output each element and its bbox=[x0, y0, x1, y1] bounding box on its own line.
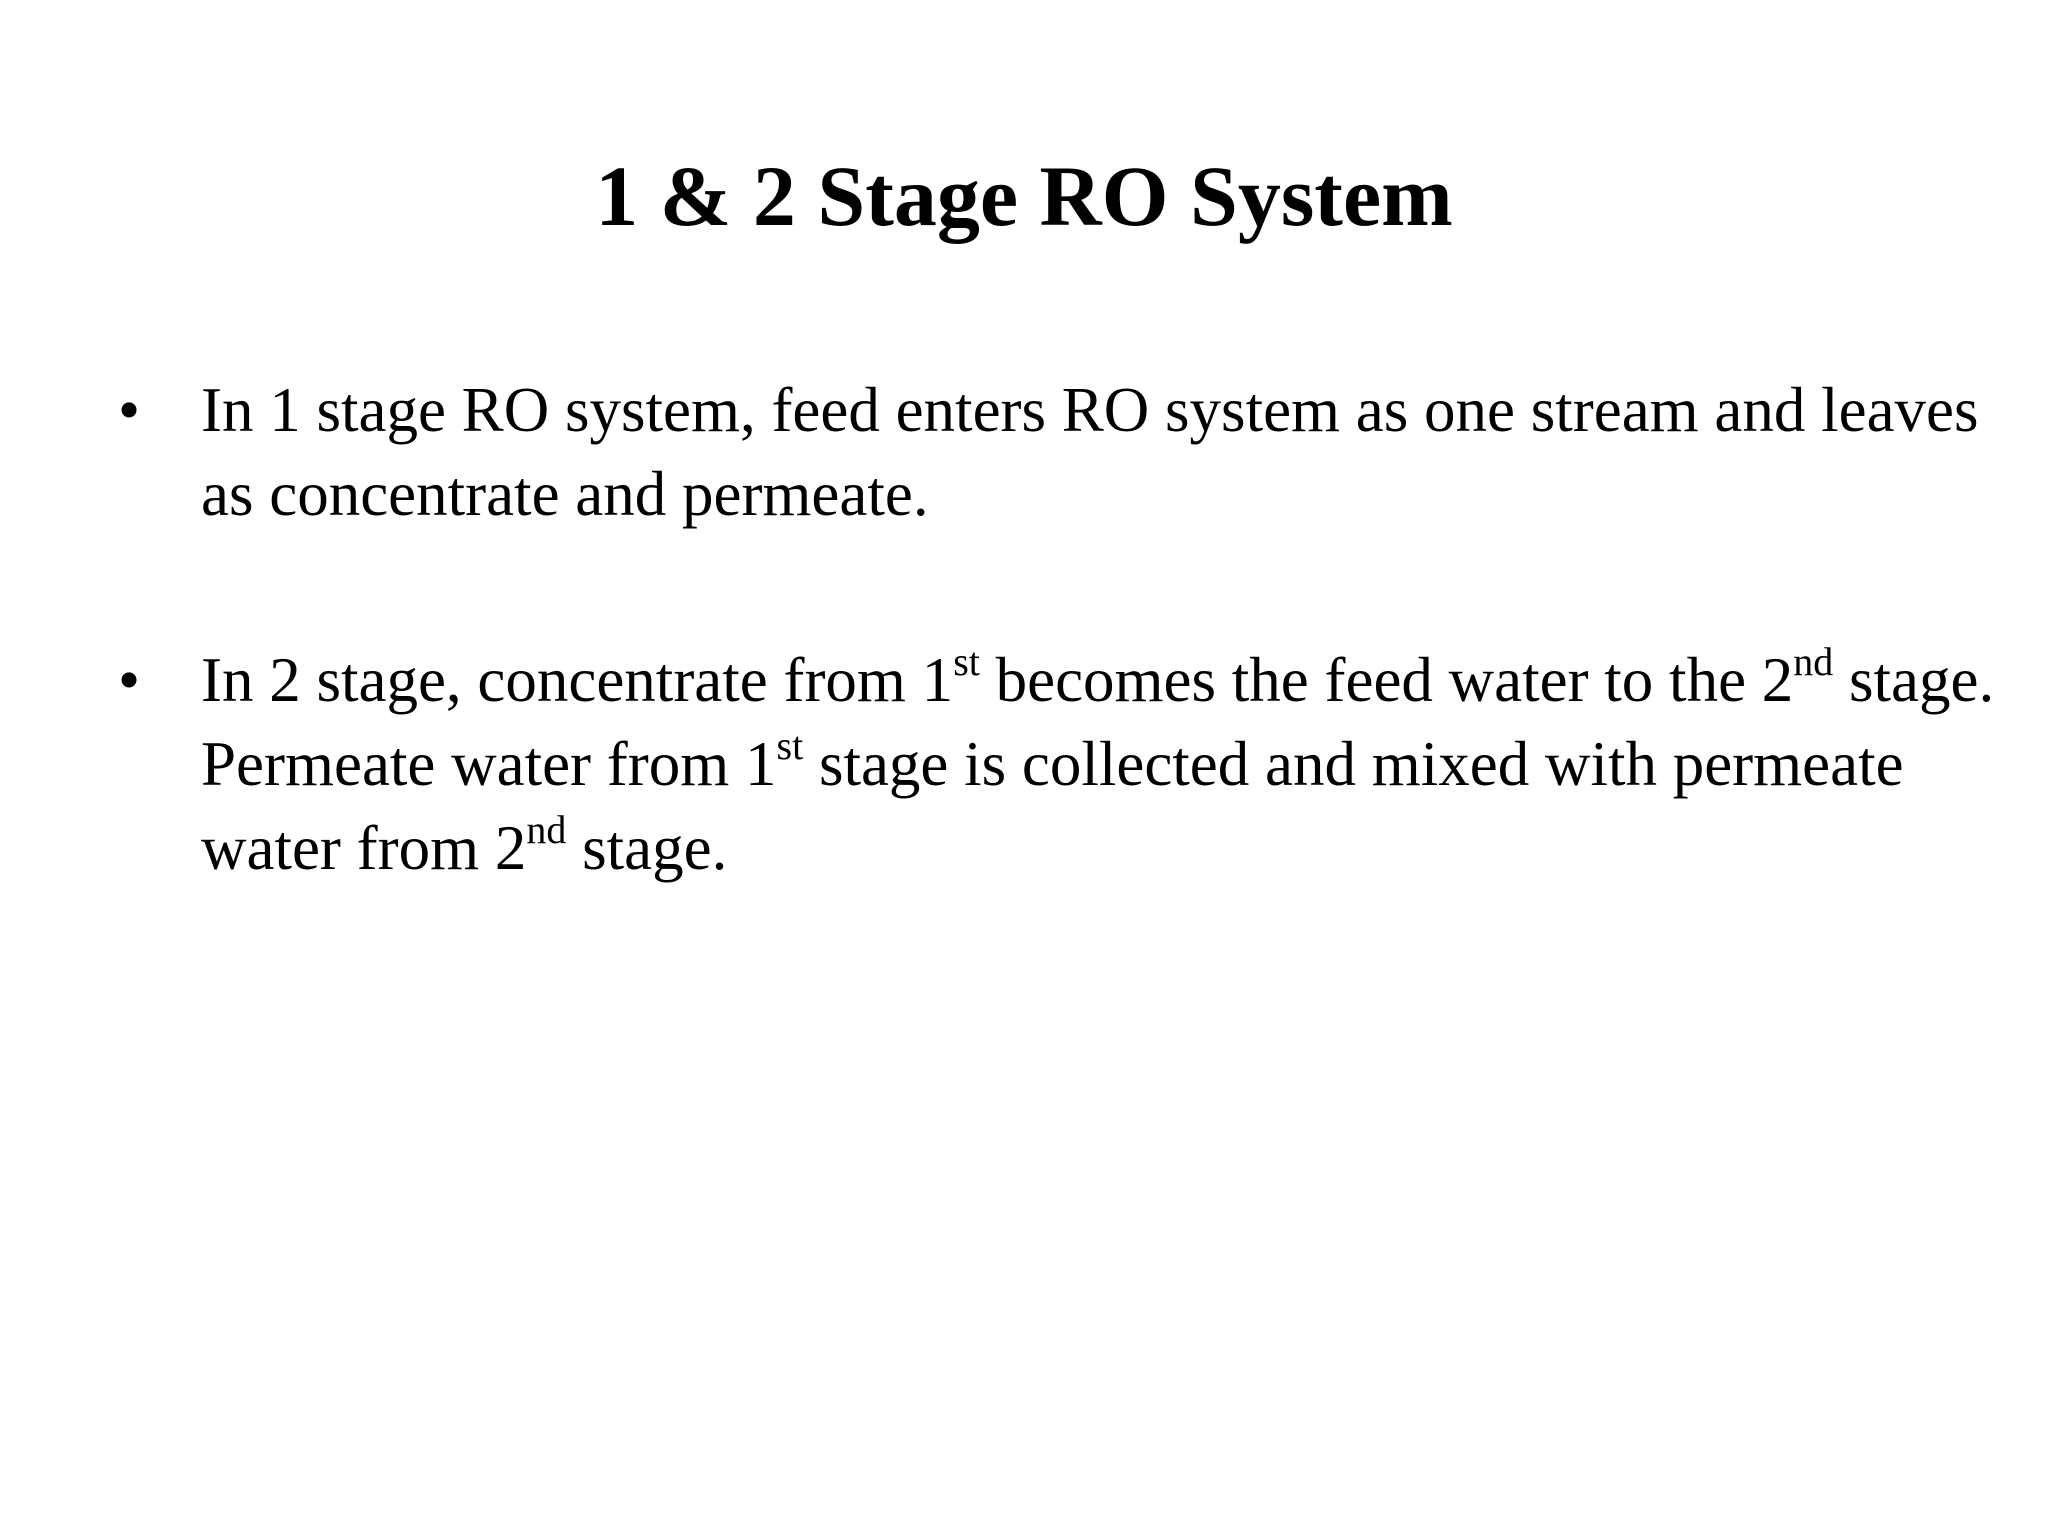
bullet-list bbox=[0, 368, 2048, 890]
ordinal-superscript: st bbox=[776, 723, 804, 768]
slide-title: 1 & 2 Stage RO System bbox=[595, 148, 1453, 244]
bullet-text-segment: stage is collected and mixed with permeate water from 2 bbox=[201, 729, 1904, 883]
bullet-item-two-stage bbox=[0, 638, 2048, 890]
bullet-marker: • bbox=[118, 375, 141, 445]
bullet-text-segment: becomes the feed water to the 2 bbox=[979, 645, 1794, 715]
bullet-marker: • bbox=[118, 645, 141, 715]
bullet-text-segment: stage. Permeate water from 1 bbox=[201, 645, 1995, 799]
ordinal-superscript: nd bbox=[526, 807, 567, 852]
bullet-text-segment: stage. bbox=[566, 813, 728, 883]
ordinal-superscript: st bbox=[953, 639, 980, 684]
ordinal-superscript: nd bbox=[1793, 639, 1834, 684]
bullet-text: In 1 stage RO system, feed enters RO system as one stream and leaves as concentrate and permeate. bbox=[201, 375, 1979, 529]
bullet-text-segment: In 2 stage, concentrate from 1 bbox=[201, 645, 954, 715]
bullet-item-one-stage bbox=[0, 368, 2048, 536]
